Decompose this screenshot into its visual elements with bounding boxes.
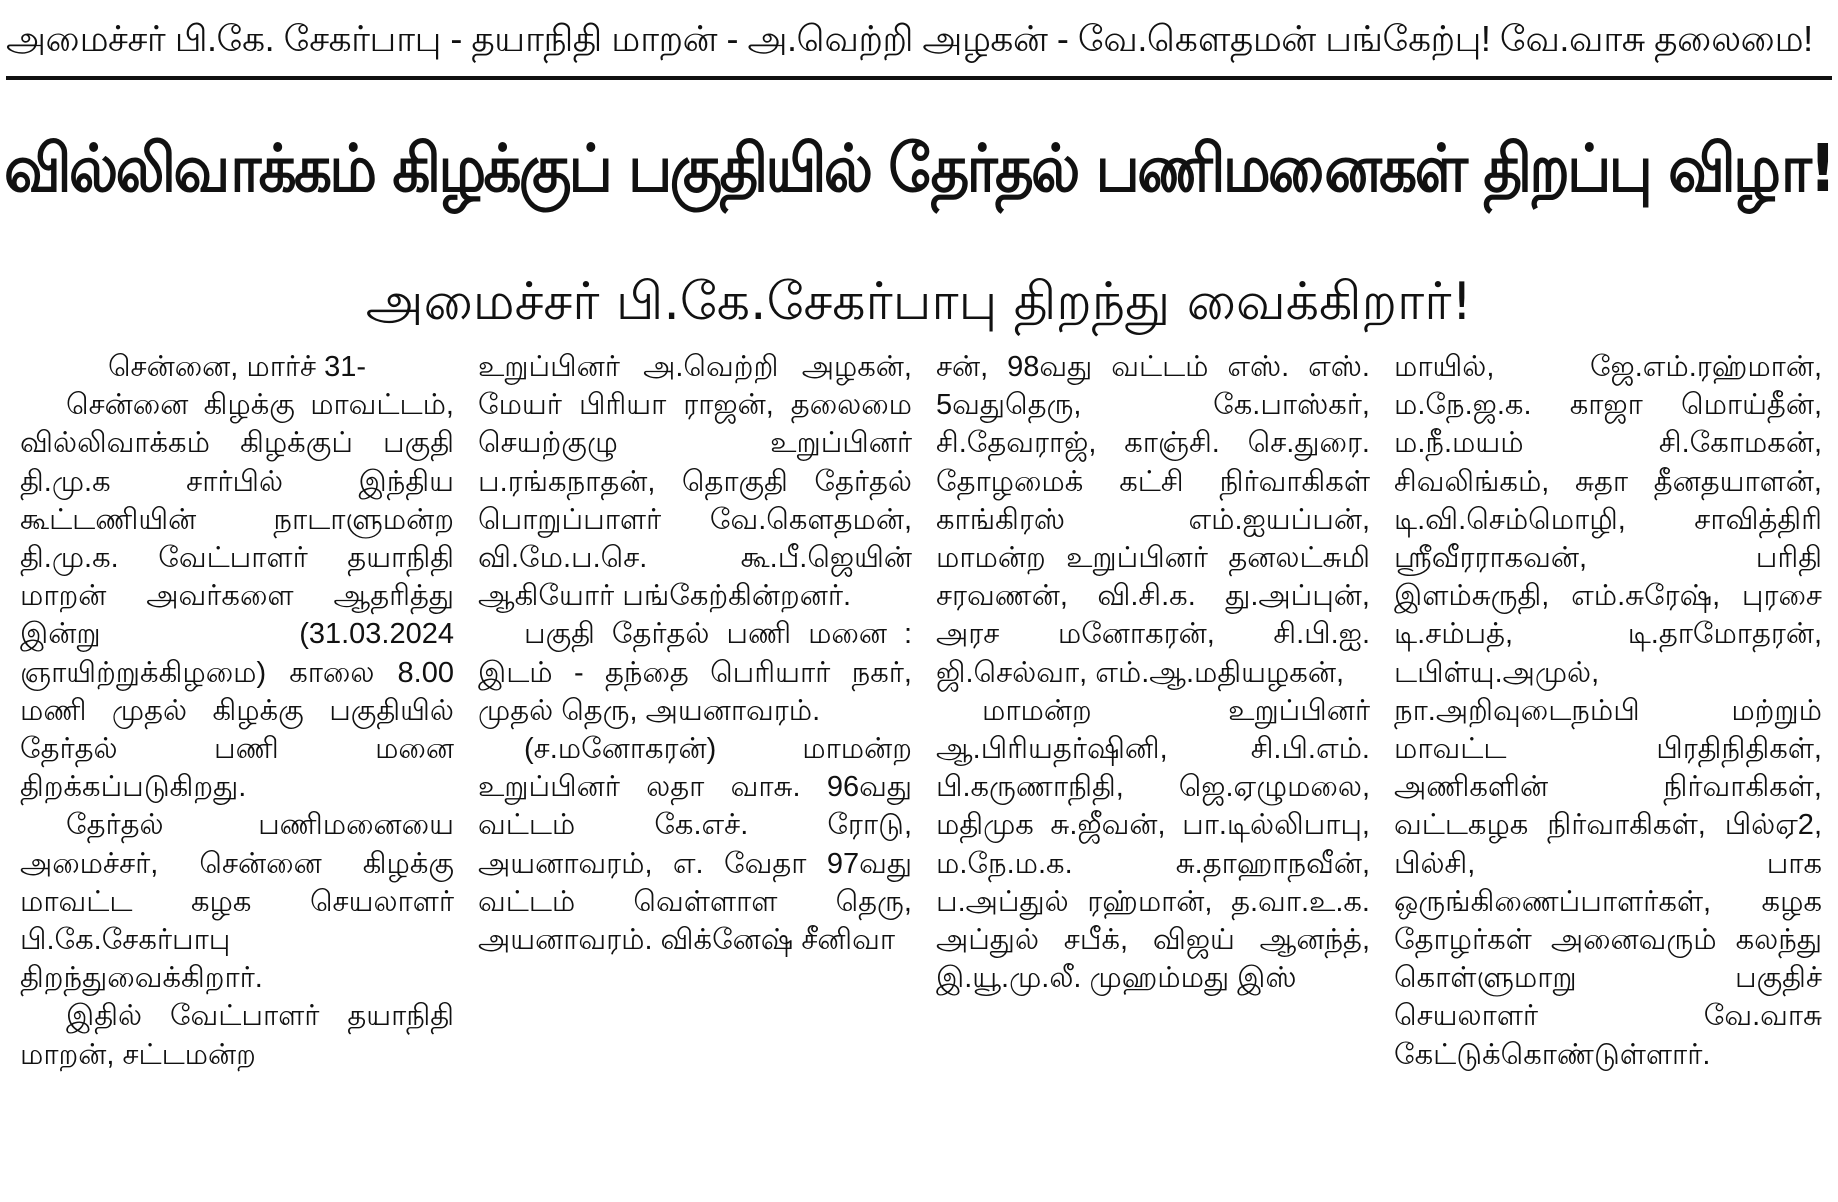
article-column-4	[1382, 348, 1834, 1198]
article-paragraph: சென்னை கிழக்கு மாவட்டம், வில்லிவாக்கம் கிழக்குப் பகுதி தி.மு.க சார்பில் இந்திய கூட்டணியின் நாடாளுமன்ற தி.மு.க. வேட்பாளர் தயாநிதி மாறன் அவர்களை ஆதரித்து இன்று (31.03.2024 ஞாயிற்றுக்கிழமை) காலை 8.00 மணி முதல் கிழக்கு பகுதியில் தேர்தல் பணி மனை திறக்கப்படுகிறது.	[20, 389, 454, 804]
article-paragraph: தேர்தல் பணிமனையை அமைச்சர், சென்னை கிழக்கு மாவட்ட கழக செயலாளர் பி.கே.சேகர்பாபு திறந்துவைக்கிறார்.	[20, 809, 454, 995]
article-paragraph: இதில் வேட்பாளர் தயாநிதி மாறன், சட்டமன்ற	[20, 1000, 454, 1071]
article-paragraph: உறுப்பினர் அ.வெற்றி அழகன், மேயர் பிரியா ராஜன், தலைமை செயற்குழு உறுப்பினர் ப.ரங்கநாதன், தொகுதி தேர்தல் பொறுப்பாளர் வே.கௌதமன், வி.மே.ப.செ. கூ.பீ.ஜெயின் ஆகியோர் பங்கேற்கின்றனர்.	[478, 351, 912, 613]
article-paragraph: சன், 98வது வட்டம் எஸ். எஸ். 5வதுதெரு, கே.பாஸ்கர், சி.தேவராஜ், காஞ்சி. செ.துரை. தோழமைக் கட்சி நிர்வாகிகள் காங்கிரஸ் எம்.ஐயப்பன், மாமன்ற உறுப்பினர் தனலட்சுமி சரவணன், வி.சி.க. து.அப்புன், அரச மனோகரன், சி.பி.ஐ. ஜி.செல்வா, எம்.ஆ.மதியழகன்,	[936, 351, 1370, 689]
article-column-3	[924, 348, 1382, 1198]
subheadline: அமைச்சர் பி.கே.சேகர்பாபு திறந்து வைக்கிறார்!	[365, 272, 1473, 332]
article-column-2	[466, 348, 924, 1198]
article-column-1	[8, 348, 466, 1198]
kicker-divider	[6, 76, 1832, 80]
article-paragraph: மாமன்ற உறுப்பினர் ஆ.பிரியதர்ஷினி, சி.பி.எம். பி.கருணாநிதி, ஜெ.ஏழுமலை, மதிமுக சு.ஜீவன், பா.டில்லிபாபு, ம.நே.ம.க. சு.தாஹாநவீன், ப.அப்துல் ரஹ்மான், த.வா.உ.க. அப்துல் சபீக், விஜய் ஆனந்த், இ.யூ.மு.லீ. முஹம்மது இஸ்	[936, 694, 1370, 995]
headline: வில்லிவாக்கம் கிழக்குப் பகுதியில் தேர்தல் பணிமனைகள் திறப்பு விழா!	[4, 130, 1834, 207]
article-paragraph: மாயில், ஜே.எம்.ரஹ்மான், ம.நே.ஜ.க. காஜா மொய்தீன், ம.நீ.மயம் சி.கோமகன், சிவலிங்கம், சுதா தீனதயாளன், டி.வி.செம்மொழி, சாவித்திரி ஸ்ரீவீரராகவன், பரிதி இளம்சுருதி, எம்.சுரேஷ், புரசை டி.சம்பத், டி.தாமோதரன், டபிள்யு.அமுல், நா.அறிவுடைநம்பி மற்றும் மாவட்ட பிரதிநிதிகள், அணிகளின் நிர்வாகிகள், வட்டகழக நிர்வாகிகள், பில்ஏ2, பில்சி, பாக ஒருங்கிணைப்பாளர்கள், கழக தோழர்கள் அனைவரும் கலந்து கொள்ளுமாறு பகுதிச் செயலாளர் வே.வாசு கேட்டுக்கொண்டுள்ளார்.	[1394, 351, 1822, 1071]
dateline: சென்னை, மார்ச் 31-	[107, 351, 367, 383]
article-paragraph: பகுதி தேர்தல் பணி மனை : இடம் - தந்தை பெரியார் நகர், முதல் தெரு, அயனாவரம்.	[478, 618, 912, 727]
kicker-line: அமைச்சர் பி.கே. சேகர்பாபு - தயாநிதி மாறன் - அ.வெற்றி அழகன் - வே.கௌதமன் பங்கேற்பு! வே.வாசு தலைமை!	[6, 18, 1813, 59]
article-paragraph: (ச.மனோகரன்) மாமன்ற உறுப்பினர் லதா வாசு. 96வது வட்டம் கே.எச். ரோடு, அயனாவரம், எ. வேதா 97வது வட்டம் வெள்ளாள தெரு, அயனாவரம். விக்னேஷ் சீனிவா	[478, 733, 912, 957]
article-body	[8, 348, 1834, 1198]
